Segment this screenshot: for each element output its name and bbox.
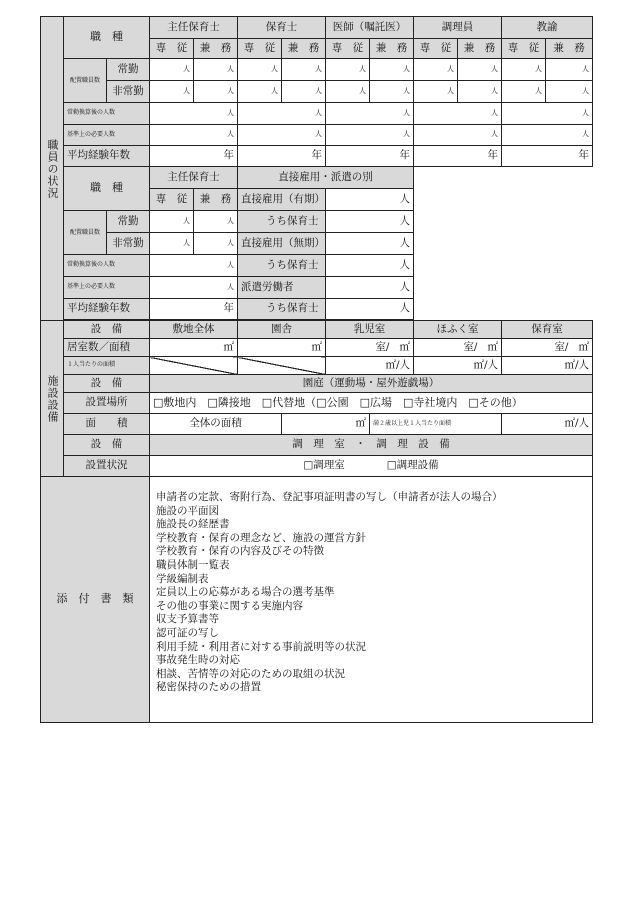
senju-header: 専 従 xyxy=(150,39,194,59)
koyo-count-cell[interactable]: 人 xyxy=(326,189,414,211)
role-header: 教諭 xyxy=(502,17,593,39)
jokin-label: 常勤 xyxy=(107,59,150,81)
attachment-item: 認可証の写し xyxy=(156,626,219,639)
jokyo-label: 設置状況 xyxy=(64,456,150,477)
jokin-label: 常勤 xyxy=(107,211,150,233)
kyoshitsu-label: 居室数／面積 xyxy=(64,339,150,357)
count-cell[interactable]: 人 xyxy=(370,81,414,103)
over2-label: 満２歳以上児１人当たり面積 xyxy=(370,414,502,435)
attachment-item: 学級編制表 xyxy=(156,572,209,585)
setsubi-header: 設 備 xyxy=(64,435,150,456)
attachment-item: 施設長の経歴書 xyxy=(156,518,230,531)
attachment-item: 利用手続・利用者に対する事前説明等の状況 xyxy=(156,640,366,653)
area-cell[interactable]: ㎡ xyxy=(150,339,238,357)
role-header: 医師（嘱託医） xyxy=(326,17,414,39)
attachment-item: 施設の平面図 xyxy=(156,504,219,517)
koyo-row-label: うち保育士 xyxy=(238,255,326,277)
blank-area xyxy=(414,167,593,321)
koyo-count-cell[interactable]: 人 xyxy=(326,211,414,233)
count-cell[interactable]: 人 xyxy=(150,125,238,146)
room-area-cell[interactable] xyxy=(326,339,414,357)
basho-options[interactable]: □敷地内 □隣接地 □代替地（□公園 □広場 □寺社境内 □その他） xyxy=(150,393,593,414)
room-count-unit: 室/ xyxy=(463,340,478,353)
count-cell[interactable]: 人 xyxy=(414,81,458,103)
zentai-label: 全体の面積 xyxy=(150,414,282,435)
hijokin-label: 非常勤 xyxy=(107,233,150,255)
count-cell[interactable]: 人 xyxy=(150,255,238,277)
kenmu-header: 兼 務 xyxy=(282,39,326,59)
count-cell[interactable]: 人 xyxy=(502,81,546,103)
room-area-cell[interactable] xyxy=(502,339,593,357)
koyo-row-label: 直接雇用（無期） xyxy=(238,233,326,255)
count-cell[interactable]: 人 xyxy=(194,233,238,255)
senju-header: 専 従 xyxy=(414,39,458,59)
kijun-label: 基準上の必要人数 xyxy=(64,125,150,146)
kenmu-header: 兼 務 xyxy=(194,39,238,59)
count-cell[interactable]: 人 xyxy=(194,59,238,81)
years-cell[interactable]: 年 xyxy=(414,146,502,167)
kenmu-header: 兼 務 xyxy=(370,39,414,59)
attachment-item: 職員体制一覧表 xyxy=(156,558,230,571)
koyo-row-label: うち保育士 xyxy=(238,299,326,320)
years-cell[interactable]: 年 xyxy=(238,146,326,167)
facility-col-header: 保育室 xyxy=(502,321,593,339)
basho-label: 設置場所 xyxy=(64,393,150,414)
count-cell[interactable]: 人 xyxy=(326,81,370,103)
kenmu-header: 兼 務 xyxy=(458,39,502,59)
kansan-label: 常勤換算後の人数 xyxy=(64,255,150,277)
koyo-row-label: 派遣労働者 xyxy=(238,277,326,299)
form-table xyxy=(40,16,593,723)
count-cell[interactable]: 人 xyxy=(326,103,414,125)
years-cell[interactable]: 年 xyxy=(150,146,238,167)
attachment-item: 相談、苦情等の対応のための取組の状況 xyxy=(156,667,345,680)
attachment-item: 秘密保持のための措置 xyxy=(156,681,261,694)
attachment-item: 学校教育・保育の内容及びその特徴 xyxy=(156,545,324,558)
koyo-count-cell[interactable]: 人 xyxy=(326,299,414,320)
attachment-item: 事故発生時の対応 xyxy=(156,654,240,667)
setsubi-header: 設 備 xyxy=(64,321,150,339)
count-cell[interactable]: 人 xyxy=(458,59,502,81)
count-cell[interactable]: 人 xyxy=(150,103,238,125)
teien-header: 園庭（運動場・屋外遊戯場） xyxy=(150,375,593,393)
hijokin-label: 非常勤 xyxy=(107,81,150,103)
haichi-label: 配置職員数 xyxy=(64,211,107,255)
chori-options[interactable]: □調理室 □調理設備 xyxy=(150,456,593,477)
count-cell[interactable]: 人 xyxy=(414,125,502,146)
count-cell[interactable]: 人 xyxy=(194,81,238,103)
count-cell[interactable]: 人 xyxy=(326,125,414,146)
per-person-cell[interactable]: ㎡/人 xyxy=(326,357,414,375)
room-area-unit: ㎡ xyxy=(487,340,498,353)
count-cell[interactable]: 人 xyxy=(238,81,282,103)
room-count-unit: 室/ xyxy=(375,340,390,353)
staff-section-label: 職員の状況 xyxy=(41,17,64,321)
count-cell[interactable]: 人 xyxy=(414,103,502,125)
facility-section-label: 施設設備 xyxy=(41,321,64,477)
count-cell[interactable]: 人 xyxy=(238,103,326,125)
role-header: 主任保育士 xyxy=(150,167,238,189)
count-cell[interactable]: 人 xyxy=(150,233,194,255)
facility-col-header: 園舎 xyxy=(238,321,326,339)
senju-header: 専 従 xyxy=(150,189,194,211)
role-header: 調理員 xyxy=(414,17,502,39)
count-cell[interactable]: 人 xyxy=(238,125,326,146)
count-cell[interactable]: 人 xyxy=(414,59,458,81)
application-form xyxy=(40,16,592,723)
count-cell[interactable]: 人 xyxy=(150,277,238,299)
facility-col-header: ほふく室 xyxy=(414,321,502,339)
koyo-row-label: うち保育士 xyxy=(238,211,326,233)
kenmu-header: 兼 務 xyxy=(546,39,593,59)
count-cell[interactable]: 人 xyxy=(326,59,370,81)
kijun-label: 基準上の必要人数 xyxy=(64,277,150,299)
years-cell[interactable]: 年 xyxy=(502,146,593,167)
count-cell[interactable]: 人 xyxy=(502,59,546,81)
shokushu-header: 職 種 xyxy=(64,167,150,211)
count-cell[interactable]: 人 xyxy=(282,59,326,81)
years-cell[interactable]: 年 xyxy=(150,299,238,320)
attachments-label: 添 付 書 類 xyxy=(41,477,150,723)
per-person-label: １人当たりの面積 xyxy=(64,357,150,375)
kansan-label: 常勤換算後の人数 xyxy=(64,103,150,125)
setsubi-header: 設 備 xyxy=(64,375,150,393)
kenmu-header: 兼 務 xyxy=(194,189,238,211)
count-cell[interactable]: 人 xyxy=(370,59,414,81)
count-cell[interactable]: 人 xyxy=(458,81,502,103)
koyo-count-cell[interactable]: 人 xyxy=(326,277,414,299)
count-cell[interactable]: 人 xyxy=(502,103,593,125)
koyo-count-cell[interactable]: 人 xyxy=(326,255,414,277)
senju-header: 専 従 xyxy=(502,39,546,59)
chori-header: 調 理 室 ・ 調 理 設 備 xyxy=(150,435,593,456)
count-cell[interactable]: 人 xyxy=(238,59,282,81)
count-cell[interactable]: 人 xyxy=(282,81,326,103)
per-person-cell[interactable]: ㎡/人 xyxy=(502,357,593,375)
diagonal-cell xyxy=(150,357,238,375)
count-cell[interactable]: 人 xyxy=(546,81,593,103)
over2-area-cell[interactable]: ㎡/人 xyxy=(502,414,593,435)
room-area-unit: ㎡ xyxy=(578,340,589,353)
years-cell[interactable]: 年 xyxy=(326,146,414,167)
room-area-cell[interactable] xyxy=(414,339,502,357)
attachment-item: 申請者の定款、寄附行為、登記事項証明書の写し（申請者が法人の場合） xyxy=(156,491,503,503)
koyo-row-label: 直接雇用（有期） xyxy=(238,189,326,211)
haichi-label: 配置職員数 xyxy=(64,59,107,103)
attachments-list xyxy=(150,477,593,723)
count-cell[interactable]: 人 xyxy=(194,211,238,233)
count-cell[interactable]: 人 xyxy=(150,59,194,81)
facility-col-header: 乳児室 xyxy=(326,321,414,339)
facility-col-header: 敷地全体 xyxy=(150,321,238,339)
role-header: 主任保育士 xyxy=(150,17,238,39)
attachment-item: 学校教育・保育の理念など、施設の運営方針 xyxy=(156,531,366,544)
shokushu-header: 職 種 xyxy=(64,17,150,59)
menseki-label: 面 積 xyxy=(64,414,150,435)
area-cell[interactable]: ㎡ xyxy=(238,339,326,357)
count-cell[interactable]: 人 xyxy=(150,81,194,103)
count-cell[interactable]: 人 xyxy=(502,125,593,146)
senju-header: 専 従 xyxy=(238,39,282,59)
per-person-cell[interactable]: ㎡/人 xyxy=(414,357,502,375)
zentai-area-cell[interactable]: ㎡ xyxy=(282,414,370,435)
attachment-item: その他の事業に関する実施内容 xyxy=(156,599,303,612)
attachment-item: 収支予算書等 xyxy=(156,613,219,626)
attachment-item: 定員以上の応募がある場合の選考基準 xyxy=(156,586,335,599)
koyo-count-cell[interactable]: 人 xyxy=(326,233,414,255)
diagonal-cell xyxy=(238,357,326,375)
koyo-header: 直接雇用・派遣の別 xyxy=(238,167,414,189)
senju-header: 専 従 xyxy=(326,39,370,59)
count-cell[interactable]: 人 xyxy=(546,59,593,81)
room-area-unit: ㎡ xyxy=(399,340,410,353)
count-cell[interactable]: 人 xyxy=(150,211,194,233)
keiken-label: 平均経験年数 xyxy=(64,299,150,320)
keiken-label: 平均経験年数 xyxy=(64,146,150,167)
room-count-unit: 室/ xyxy=(554,340,569,353)
role-header: 保育士 xyxy=(238,17,326,39)
